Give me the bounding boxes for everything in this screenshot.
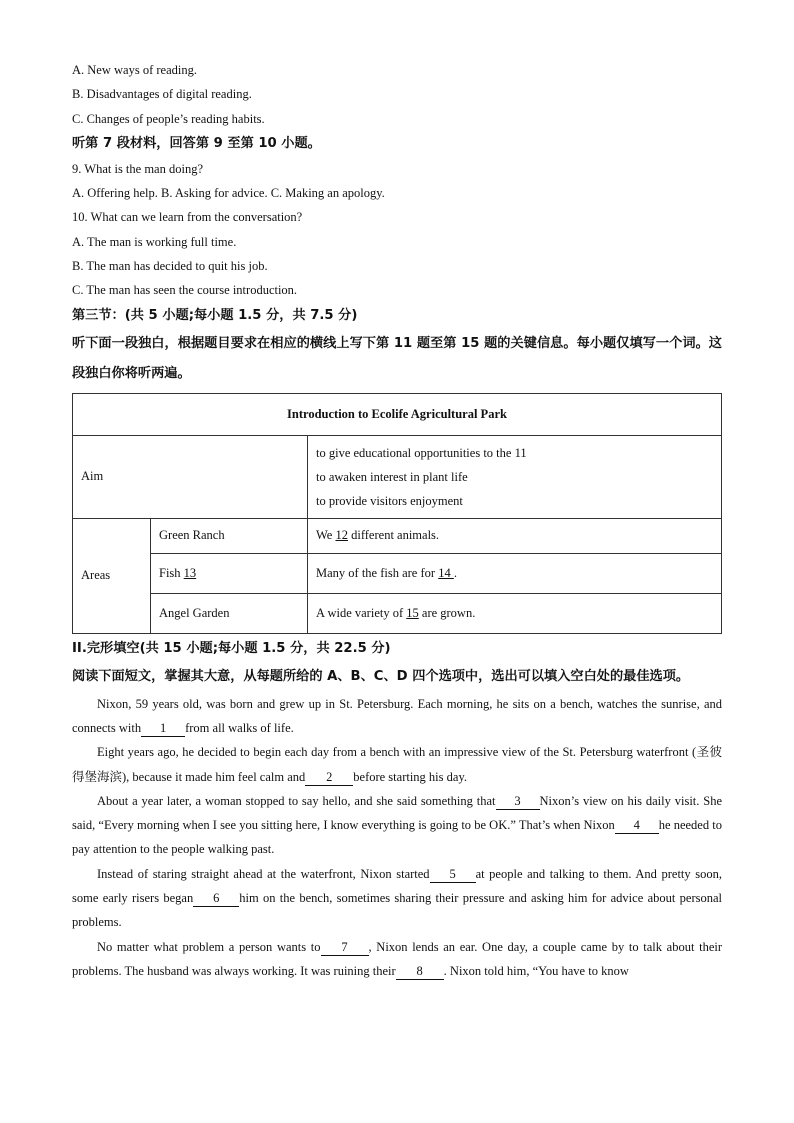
passage-paragraph: Eight years ago, he decided to begin each day from a bench with an impressive view of the St. Petersburg waterfront (圣彼得堡海滨), because it made him feel calm and 2 before starting his day.	[72, 745, 722, 784]
aim-content	[308, 435, 722, 518]
section3-heading: 第三节：(共 5 小题;每小题 1.5 分，共 7.5 分)	[72, 307, 358, 323]
cloze-blank-2: 2	[305, 769, 353, 786]
area-desc-cell: Many of the fish are for 14 .	[308, 553, 722, 593]
area-cell: Fish 13	[151, 553, 308, 593]
cloze-blank-5: 5	[430, 866, 476, 883]
q10-question: 10. What can we learn from the conversation?	[72, 210, 303, 225]
cloze-blank-4: 4	[615, 817, 659, 834]
section3-instructions: 听下面一段独白，根据题目要求在相应的横线上写下第 11 题至第 15 题的关键信息。每小题仅填写一个词。这段独白你将听两遍。	[72, 335, 722, 381]
blank-12: 12	[335, 528, 348, 543]
q9-options: A. Offering help. B. Asking for advice. C. Making an apology.	[72, 186, 385, 201]
blank-14: 14	[438, 565, 454, 580]
area-cell: Green Ranch	[151, 518, 308, 553]
aim-line: to awaken interest in plant life	[316, 469, 468, 484]
info-table	[72, 393, 722, 634]
area-desc-cell: A wide variety of 15 are grown.	[308, 593, 722, 633]
option-b-line: B. Disadvantages of digital reading.	[72, 87, 252, 102]
part2-heading: II.完形填空(共 15 小题;每小题 1.5 分，共 22.5 分)	[72, 640, 391, 656]
part2-instructions: 阅读下面短文，掌握其大意，从每题所给的 A、B、C、D 四个选项中，选出可以填入空白处的最佳选项。	[72, 668, 690, 684]
aim-label: Aim	[73, 435, 308, 518]
aim-line: to give educational opportunities to the 11	[316, 445, 527, 460]
cloze-blank-3: 3	[496, 793, 540, 810]
blank-13: 13	[183, 565, 197, 580]
area-desc-cell: We 12 different animals.	[308, 518, 722, 553]
cloze-blank-6: 6	[193, 890, 239, 907]
option-c-line: C. Changes of people’s reading habits.	[72, 111, 265, 126]
area-cell: Angel Garden	[151, 593, 308, 633]
passage-paragraph: No matter what problem a person wants to 7 , Nixon lends an ear. One day, a couple came by to talk about their problems. The husband was always working. It was ruining their 8 . Nixon told him, “You have to know	[72, 939, 723, 978]
cloze-blank-8: 8	[396, 963, 444, 980]
q10-option-a: A. The man is working full time.	[72, 234, 237, 249]
areas-label: Areas	[73, 518, 151, 633]
passage-paragraph: Instead of staring straight ahead at the waterfront, Nixon started 5 at people and talking to them. And pretty soon, some early risers began 6 him on the bench, sometimes sharing their pressure and asking him for advice about personal problems.	[72, 866, 722, 930]
document-page	[72, 58, 722, 983]
cloze-blank-7: 7	[321, 939, 369, 956]
passage-paragraph: About a year later, a woman stopped to say hello, and she said something that 3 Nixon’s view on his daily visit. She said, “Every morning when I see you sitting here, I know everything is going to be OK.” That’s when Nixon 4 he needed to pay attention to the people walking past.	[72, 793, 722, 857]
cloze-blank-1: 1	[141, 720, 185, 737]
section7-heading: 听第 7 段材料，回答第 9 至第 10 小题。	[72, 135, 321, 151]
q9-question: 9. What is the man doing?	[72, 161, 203, 176]
blank-15: 15	[406, 605, 419, 620]
q10-option-b: B. The man has decided to quit his job.	[72, 259, 268, 274]
aim-line: to provide visitors enjoyment	[316, 493, 463, 508]
q10-option-c: C. The man has seen the course introduction.	[72, 283, 298, 298]
passage-paragraph: Nixon, 59 years old, was born and grew up in St. Petersburg. Each morning, he sits on a bench, watches the sunrise, and connects with 1 from all walks of life.	[72, 696, 722, 735]
option-a-line: A. New ways of reading.	[72, 63, 197, 77]
table-title: Introduction to Ecolife Agricultural Park	[73, 393, 722, 435]
